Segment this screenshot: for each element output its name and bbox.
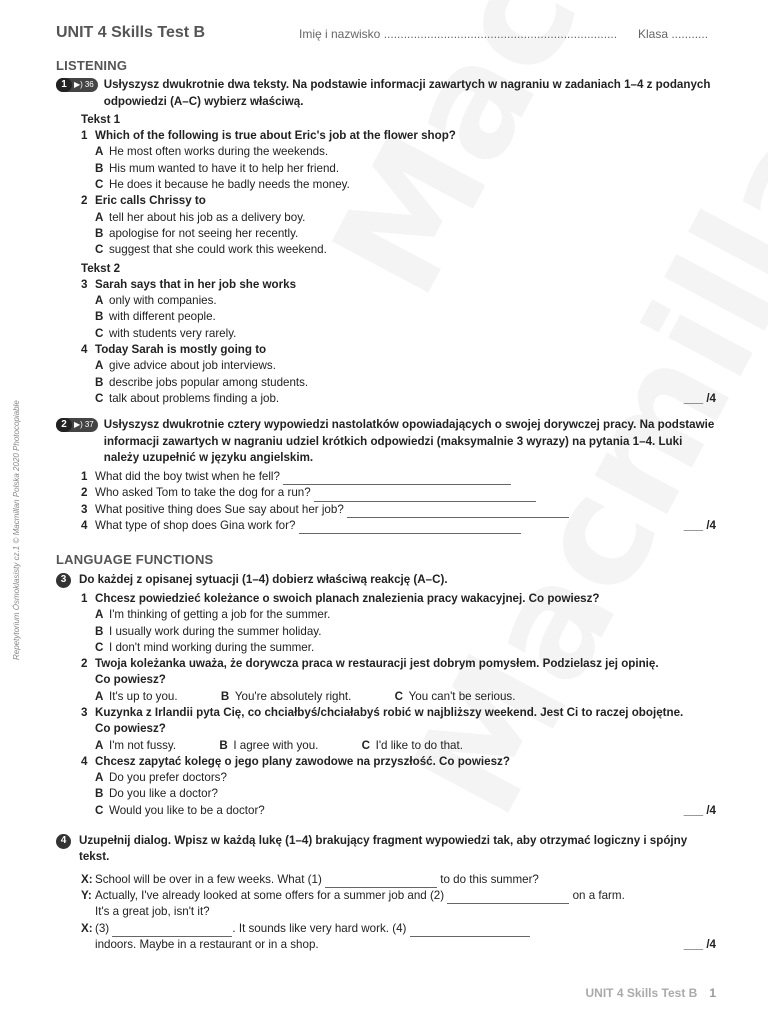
task-1-instruction bbox=[56, 77, 716, 110]
answer-blank[interactable] bbox=[447, 891, 569, 904]
option-c[interactable]: C talk about problems finding a job. bbox=[95, 391, 280, 405]
option-b[interactable]: B You're absolutely right. bbox=[220, 689, 352, 703]
question: 1 Which of the following is true about Eric's job at the flower shop? A He most often works during the weekends. B His mum wanted to have it to help her friend. C He does it because he badly needs the money. bbox=[81, 128, 716, 193]
answer-blank[interactable] bbox=[410, 924, 530, 937]
question: 2 Eric calls Chrissy to A tell her about his job as a delivery boy. B apologise for not seeing her recently. C suggest that she could work this weekend. bbox=[81, 193, 716, 258]
header bbox=[56, 24, 716, 46]
option-c[interactable]: C I'd like to do that. bbox=[361, 738, 463, 752]
instruction-text: Usłyszysz dwukrotnie dwa teksty. Na podstawie informacji zawartych w nagraniu w zadaniach 1–4 z podanych odpowiedzi (A–C) wybierz właściwą. bbox=[103, 78, 711, 108]
task-number: 2 bbox=[56, 418, 72, 432]
dialog-line: indoors. Maybe in a restaurant or in a shop. ___ /4 bbox=[81, 937, 716, 953]
track-number: 36 bbox=[84, 80, 94, 90]
option-a[interactable]: A I'm thinking of getting a job for the summer. bbox=[95, 608, 331, 622]
option-a[interactable]: A give advice about job interviews. bbox=[95, 359, 276, 373]
option-b[interactable]: B Do you like a doctor? bbox=[95, 787, 218, 801]
question: 3 Sarah says that in her job she works A only with companies. B with different people. C with students very rarely. bbox=[81, 277, 716, 342]
class-field[interactable]: Klasa ........... bbox=[638, 27, 709, 41]
option-b[interactable]: B I usually work during the summer holiday. bbox=[95, 624, 322, 638]
option-b[interactable]: B describe jobs popular among students. bbox=[95, 375, 309, 389]
answer-blank[interactable] bbox=[347, 505, 569, 518]
task-1 bbox=[56, 77, 716, 407]
question: 4 What type of shop does Gina work for? ___ /4 bbox=[81, 518, 716, 534]
section-title-listening: LISTENING bbox=[56, 58, 128, 73]
copyright-note: Repetytorium Ósmoklasisty cz.1 © Macmillan Polska 2020 Photocopiable bbox=[12, 400, 21, 660]
option-c[interactable]: C You can't be serious. bbox=[394, 689, 516, 703]
task-3 bbox=[56, 572, 716, 819]
option-a[interactable]: A tell her about his job as a delivery boy. bbox=[95, 210, 306, 224]
option-b[interactable]: B with different people. bbox=[95, 310, 216, 324]
option-b[interactable]: B I agree with you. bbox=[219, 738, 319, 752]
answer-blank[interactable] bbox=[314, 489, 536, 502]
task-4-instruction bbox=[56, 833, 716, 866]
footer bbox=[586, 986, 717, 1000]
option-a[interactable]: A He most often works during the weekends. bbox=[95, 145, 329, 159]
dialog-line: It's a great job, isn't it? bbox=[95, 905, 210, 919]
track-number: 37 bbox=[84, 420, 94, 430]
answer-blank[interactable] bbox=[112, 924, 232, 937]
question: 1 Chcesz powiedzieć koleżance o swoich planach znalezienia pracy wakacyjnej. Co powiesz? A I'm thinking of getting a job for the summer. B I usually work during the summer holiday. C I don't mind working during the summer. bbox=[81, 591, 716, 656]
score-box[interactable]: ___ /4 bbox=[683, 803, 716, 817]
option-a[interactable]: A I'm not fussy. bbox=[95, 738, 177, 752]
score-box[interactable]: ___ /4 bbox=[683, 937, 716, 951]
speaker-icon: ▶) bbox=[74, 80, 83, 90]
dialog-line: X: School will be over in a few weeks. What (1) to do this summer? bbox=[81, 872, 716, 888]
question: 1 What did the boy twist when he fell? bbox=[81, 469, 716, 485]
dialog-line: X: (3) . It sounds like very hard work. (4) bbox=[81, 921, 716, 937]
answer-blank[interactable] bbox=[325, 875, 437, 888]
option-c[interactable]: C Would you like to be a doctor? bbox=[95, 803, 265, 817]
audio-track-badge[interactable] bbox=[56, 78, 98, 92]
text-label: Tekst 1 bbox=[81, 112, 121, 126]
name-field[interactable]: Imię i nazwisko ...................................................................... bbox=[299, 27, 618, 41]
option-a[interactable]: A only with companies. bbox=[95, 294, 217, 308]
task-3-instruction bbox=[56, 572, 716, 588]
question: 4 Chcesz zapytać kolegę o jego plany zawodowe na przyszłość. Co powiesz? A Do you prefer doctors? B Do you like a doctor? C Would you like to be a doctor? ___ /4 bbox=[81, 754, 716, 819]
option-c[interactable]: C I don't mind working during the summer. bbox=[95, 640, 315, 654]
option-a[interactable]: A It's up to you. bbox=[95, 689, 178, 703]
task-number: 4 bbox=[56, 834, 71, 849]
answer-blank[interactable] bbox=[299, 521, 521, 534]
instruction-text: Uzupełnij dialog. Wpisz w każdą lukę (1–4) brakujący fragment wypowiedzi tak, aby otrzymać logiczny i spójny tekst. bbox=[79, 834, 688, 864]
option-c[interactable]: C He does it because he badly needs the money. bbox=[95, 178, 350, 192]
option-b[interactable]: B apologise for not seeing her recently. bbox=[95, 226, 299, 240]
task-4 bbox=[56, 833, 716, 953]
text-label: Tekst 2 bbox=[81, 261, 121, 275]
answer-blank[interactable] bbox=[283, 472, 511, 485]
instruction-text: Do każdej z opisanej sytuacji (1–4) dobierz właściwą reakcję (A–C). bbox=[79, 572, 448, 586]
page-title: UNIT 4 Skills Test B bbox=[56, 24, 206, 41]
task-number: 1 bbox=[56, 78, 72, 92]
section-title-language-functions: LANGUAGE FUNCTIONS bbox=[56, 552, 214, 568]
question: 3 What positive thing does Sue say about her job? bbox=[81, 502, 716, 518]
task-number: 3 bbox=[56, 573, 71, 588]
page-number: 1 bbox=[709, 986, 716, 1000]
option-c[interactable]: C suggest that she could work this weekend. bbox=[95, 243, 327, 257]
task-2-instruction bbox=[56, 417, 716, 466]
score-box[interactable]: ___ /4 bbox=[683, 519, 716, 533]
instruction-text: Usłyszysz dwukrotnie cztery wypowiedzi nastolatków opowiadających o swojej dorywczej pracy. Na podstawie informacji zawartych w nagraniu udziel krótkich odpowiedzi (maksymalnie 3 wyrazy) na pytania 1–4. Luki należy uzupełnić w języku angielskim. bbox=[103, 418, 715, 464]
question: 2 Twoja koleżanka uważa, że dorywcza praca w restauracji jest dobrym pomysłem. Podzielasz jej opinię. Co powiesz? A It's up to you. B You're absolutely right. C You can't be serious. bbox=[81, 657, 659, 703]
question: 3 Kuzynka z Irlandii pyta Cię, co chciałbyś/chciałabyś robić w najbliższy weekend. Jest Ci to raczej obojętne. Co powiesz? A I'm not fussy. B I agree with you. C I'd like to do that. bbox=[81, 705, 684, 752]
audio-track-badge[interactable] bbox=[56, 418, 98, 432]
score-box[interactable]: ___ /4 bbox=[683, 391, 716, 405]
option-a[interactable]: A Do you prefer doctors? bbox=[95, 771, 227, 785]
speaker-icon: ▶) bbox=[74, 420, 83, 430]
option-c[interactable]: C with students very rarely. bbox=[95, 326, 237, 340]
test-content bbox=[56, 58, 716, 955]
footer-label: UNIT 4 Skills Test B bbox=[585, 986, 698, 1000]
question: 4 Today Sarah is mostly going to A give advice about job interviews. B describe jobs popular among students. C talk about problems finding a job. ___ /4 bbox=[81, 342, 716, 407]
task-2 bbox=[56, 417, 716, 534]
option-b[interactable]: B His mum wanted to have it to help her friend. bbox=[95, 161, 340, 175]
question: 2 Who asked Tom to take the dog for a run? bbox=[81, 485, 716, 501]
dialog-line: Y: Actually, I've already looked at some offers for a summer job and (2) on a farm. bbox=[81, 888, 716, 904]
